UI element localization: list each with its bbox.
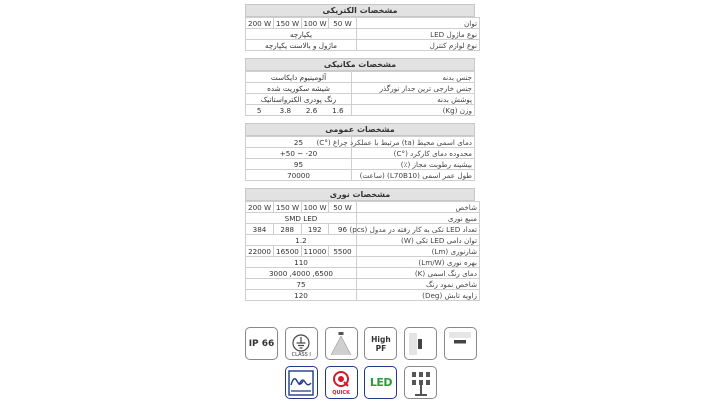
led-count-cell: 96 [329, 224, 357, 234]
table-row [246, 246, 480, 257]
weight-cell: 3.8 [279, 105, 292, 115]
table-row [246, 290, 480, 301]
efficacy-value: 110 [246, 257, 357, 268]
body-material-value: آلومینیوم دایکاست [246, 72, 352, 83]
table-row [246, 170, 475, 181]
weight-cell: 2.6 [305, 105, 318, 115]
mechanical-section [245, 58, 475, 116]
table-row [246, 137, 475, 148]
table-row [246, 18, 480, 29]
table-row [246, 224, 480, 235]
index-cell: 150 W [274, 202, 302, 212]
table-row [246, 279, 480, 290]
flux-cell: 5500 [329, 246, 357, 256]
cct-value: 3000 ,4000 ,6500 [246, 268, 357, 279]
table-row [246, 72, 475, 83]
power-cell: 150 W [274, 18, 302, 28]
weight-cell: 5 [256, 105, 262, 115]
power-cell: 200 W [246, 18, 274, 28]
lifetime-value: 70000 [246, 170, 352, 181]
wall-mount-icon [404, 327, 437, 360]
class1-label: CLASS I [291, 352, 311, 358]
index-cell: 100 W [301, 202, 329, 212]
cri-value: 75 [246, 279, 357, 290]
cri-label: شاخص نمود رنگ [357, 279, 480, 290]
spec-sheet [245, 4, 475, 308]
light-beam-icon [325, 327, 358, 360]
electrical-table [245, 17, 480, 51]
power-cell: 100 W [301, 18, 329, 28]
icon-row-bottom [245, 366, 477, 399]
control-type-value: ماژول و بالاست یکپارچه [246, 40, 357, 51]
mechanical-title: مشخصات مکانیکی [245, 58, 475, 71]
cct-label: دمای رنگ اسمی (K) [357, 268, 480, 279]
weight-label: وزن (Kg) [352, 105, 475, 116]
optical-table [245, 201, 480, 301]
high-pf-icon [364, 327, 397, 360]
hpf-line1: High [371, 334, 391, 344]
working-range-label: محدوده دمای کارکرد (°C) [352, 148, 475, 159]
module-type-label: نوع ماژول LED [357, 29, 480, 40]
general-section [245, 123, 475, 181]
quick-label: QUICK [332, 390, 350, 396]
general-table [245, 136, 475, 181]
led-power-value: 1.2 [246, 235, 357, 246]
ceiling-mount-icon [444, 327, 477, 360]
efficacy-label: بهره نوری (Lm/W) [357, 257, 480, 268]
electrical-title: مشخصات الکتریکی [245, 4, 475, 17]
table-row [246, 148, 475, 159]
table-row [246, 94, 475, 105]
table-row [246, 159, 475, 170]
ambient-temp-label: دمای اسمی محیط (ta) مرتبط با عملکرد چراغ (°C) [352, 137, 475, 148]
table-row [246, 83, 475, 94]
led-icon [364, 366, 397, 399]
flux-cell: 11000 [301, 246, 329, 256]
ip66-icon [245, 327, 278, 360]
table-row [246, 202, 480, 213]
lifetime-label: طول عمر اسمی (L70B10) (ساعت) [352, 170, 475, 181]
surge-protection-icon [285, 366, 318, 399]
flux-cell: 22000 [246, 246, 274, 256]
class1-ground-icon [285, 327, 318, 360]
led-label: LED [369, 376, 392, 389]
humidity-label: بیشینه رطوبت مجاز (٪) [352, 159, 475, 170]
general-title: مشخصات عمومی [245, 123, 475, 136]
weight-cell: 1.6 [332, 105, 344, 115]
coating-value: رنگ پودری الکترواستاتیک [246, 94, 352, 105]
table-row [246, 40, 480, 51]
led-count-cell: 384 [246, 224, 274, 234]
quick-install-icon [325, 366, 358, 399]
ambient-temp-value: 25 [246, 137, 352, 148]
icon-row-top [245, 327, 477, 360]
ip66-label: IP 66 [248, 338, 275, 349]
street-light-pole-icon [404, 366, 437, 399]
table-row [246, 105, 475, 116]
control-type-label: نوع لوازم کنترل [357, 40, 480, 51]
led-count-cell: 288 [274, 224, 302, 234]
led-power-label: توان دامی LED تکی (W) [357, 235, 480, 246]
cover-material-label: جنس خارجی ترین جدار نورگذر [352, 83, 475, 94]
table-row [246, 29, 480, 40]
table-row [246, 257, 480, 268]
led-count-label: تعداد LED تکی به کار رفته در مدول (pcs) [357, 224, 480, 235]
flux-label: شارنوری (Lm) [357, 246, 480, 257]
table-row [246, 213, 480, 224]
beam-value: 120 [246, 290, 357, 301]
beam-label: زاویه تابش (Deg) [357, 290, 480, 301]
mechanical-table [245, 71, 475, 116]
flux-cell: 16500 [274, 246, 302, 256]
led-count-cell: 192 [301, 224, 329, 234]
index-cell: 200 W [246, 202, 274, 212]
coating-label: پوشش بدنه [352, 94, 475, 105]
source-label: منبع نوری [357, 213, 480, 224]
working-range-value: +50 ~ -20 [246, 148, 352, 159]
index-cell: 50 W [329, 202, 357, 212]
source-value: SMD LED [246, 213, 357, 224]
table-row [246, 235, 480, 246]
power-cell: 50 W [329, 18, 357, 28]
hpf-line2: PF [375, 343, 387, 353]
power-label: توان [357, 18, 480, 29]
cover-material-value: شیشه سکوریت شده [246, 83, 352, 94]
optical-section [245, 188, 475, 301]
table-row [246, 268, 480, 279]
humidity-value: 95 [246, 159, 352, 170]
module-type-value: یکپارچه [246, 29, 357, 40]
electrical-section [245, 4, 475, 51]
body-material-label: جنس بدنه [352, 72, 475, 83]
optical-title: مشخصات نوری [245, 188, 475, 201]
index-label: شاخص [357, 202, 480, 213]
